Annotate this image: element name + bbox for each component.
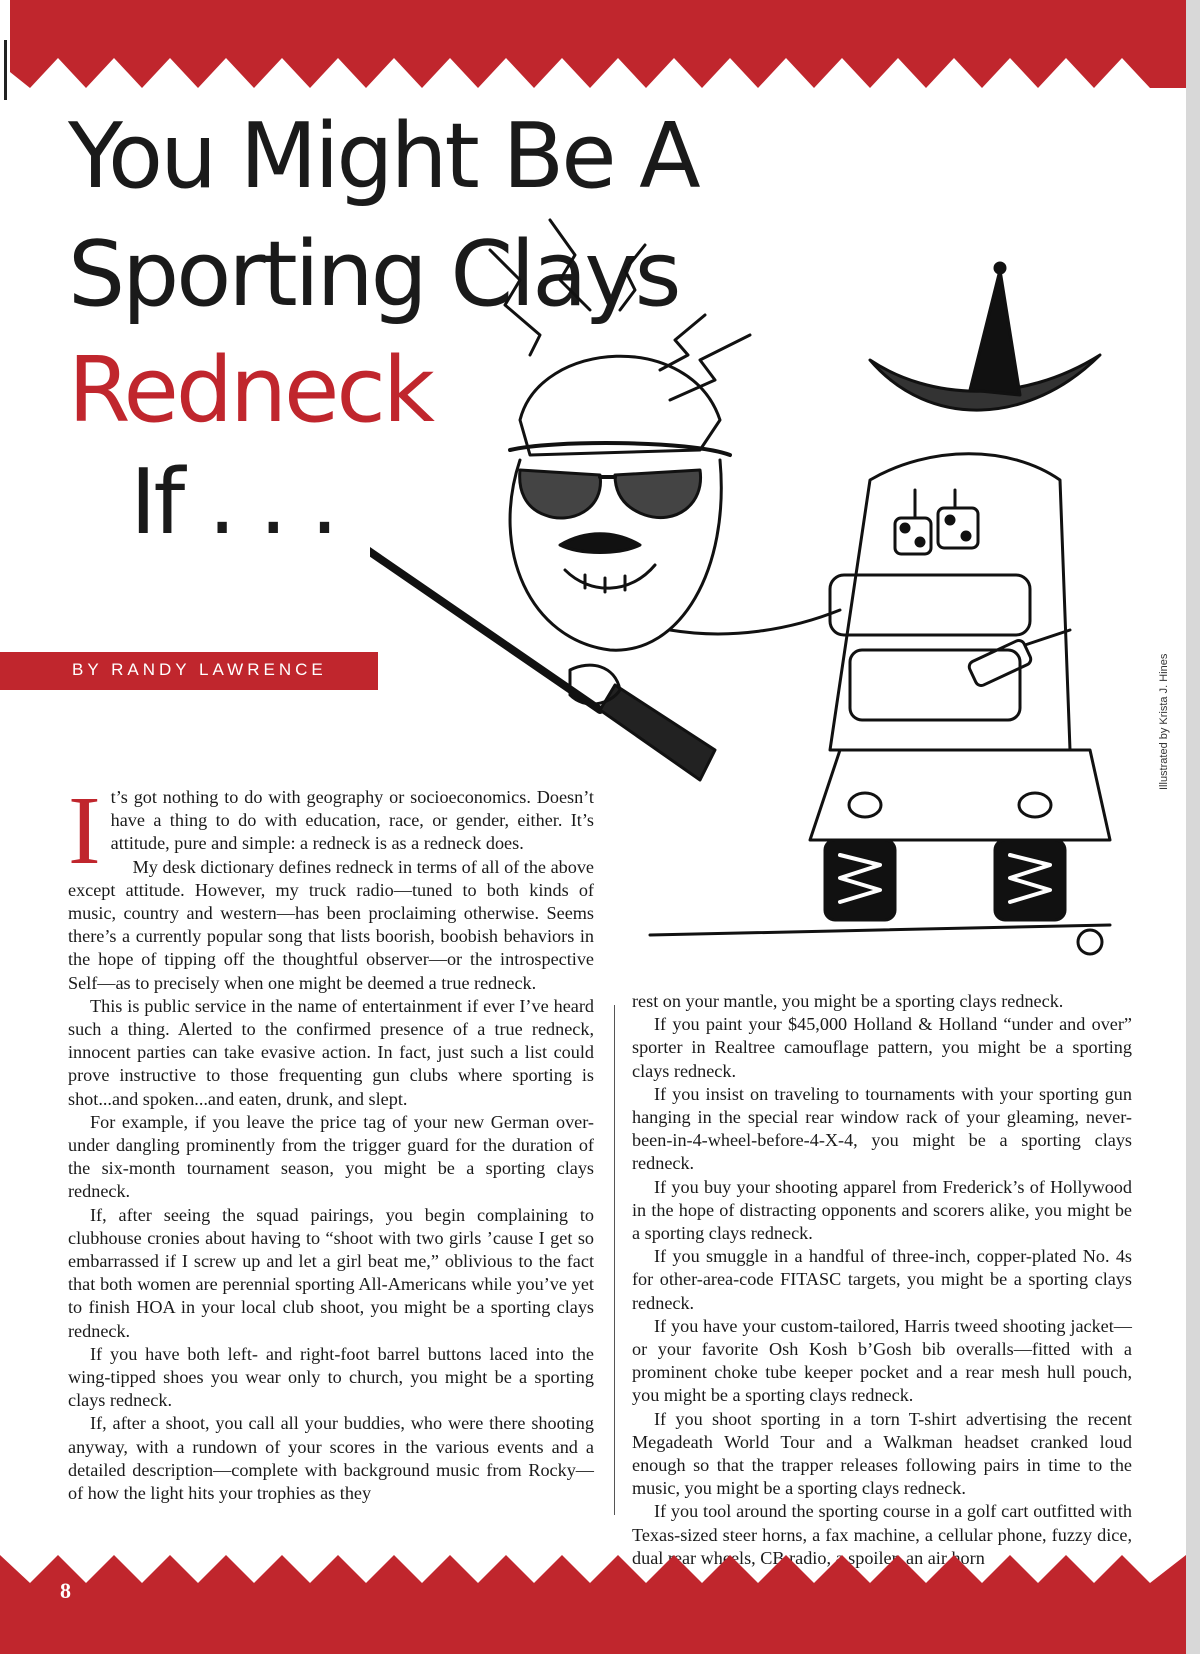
illustration-credit: Illustrated by Krista J. Hines [1158,653,1170,790]
article-paragraph: This is public service in the name of entertainment if ever I’ve heard such a thing. Alerted to the confirmed presence of a true redneck, innocent parties can take evasive action. In fact, just such a list could prove instructive to those frequenting gun clubs where sporting is shot...and spoken...and eaten, drunk, and slept. [68,995,594,1109]
byline: BY RANDY LAWRENCE [72,660,327,679]
title-line-3: Redneck [68,338,433,443]
article-paragraph: If you buy your shooting apparel from Frederick’s of Hollywood in the hope of distracting opponents and scorers alike, you might be a sporting clays redneck. [632,1176,1132,1244]
top-zigzag-band [0,0,1200,92]
article-paragraph: My desk dictionary defines redneck in terms of all of the above except attitude. However, my truck radio—tuned to both kinds of music, country and western—has been proclaiming otherwise. Seems there’s a currently popular song that lists boorish, boobish behaviors in the hope of tipping off the thoughtful observer—or the introspective Self—as to precisely when one might be deemed a true redneck. [68,856,594,993]
title-line-1: You Might Be A [68,104,698,209]
dropcap: I [68,777,101,885]
page-number: 8 [60,1578,71,1603]
article-paragraph: For example, if you leave the price tag of your new German over-under dangling prominently from the trigger guard for the duration of the six-month tournament season, you might be a sporting clays redneck. [68,1111,594,1202]
article-paragraph: If, after a shoot, you call all your buddies, who were there shooting anyway, with a rundown of your scores in the various events and a detailed description—complete with background music from Rocky—of how the light hits your trophies as they [68,1413,594,1504]
article-right-column [632,990,1132,1570]
article-left-column [68,777,594,1505]
article-paragraph: If, after seeing the squad pairings, you begin complaining to clubhouse cronies about having to “shoot with two girls ’cause I get so embarrassed if I screw up and let a girl beat me,” oblivious to the fact that both women are perennial sporting All-Americans while you’ve yet to finish HOA in your local club shoot, you might be a sporting clays redneck. [68,1204,594,1341]
page-edge [1186,0,1200,1654]
article-paragraph: If you have your custom-tailored, Harris tweed shooting jacket—or your favorite Osh Kosh b’Gosh bib overalls—fitted with a prominent choke tube keeper pocket and a rear mesh hull pouch, you might be a sporting clays redneck. [632,1315,1132,1406]
article-paragraph: rest on your mantle, you might be a sporting clays redneck. [632,991,1064,1011]
article-paragraph: If you have both left- and right-foot barrel buttons laced into the wing-tipped shoes you wear only to church, you might be a sporting clays redneck. [68,1343,594,1411]
bottom-zigzag-band [0,1555,1200,1654]
article-paragraph: If you smuggle in a handful of three-inch, copper-plated No. 4s for other-area-code FITASC targets, you might be a sporting clays redneck. [632,1246,1132,1313]
title-line-4: If . . . [130,450,336,555]
article-paragraph: It’s got nothing to do with geography or socioeconomics. Doesn’t have a thing to do with education, race, or gender, either. It’s attitude, pure and simple: a redneck is as a redneck does. [68,777,594,885]
title-line-2: Sporting Clays [68,222,679,327]
column-divider [614,1005,615,1515]
article-paragraph: If you paint your $45,000 Holland & Holland “under and over” sporter in Realtree camouflage pattern, you might be a sporting clays redneck. [632,1014,1132,1081]
article-paragraph: If you insist on traveling to tournaments with your sporting gun hanging in the special rear window rack of your gleaming, never-been-in-4-wheel-before-4-X-4, you might be a sporting clays redneck. [632,1083,1132,1174]
article-paragraph: If you shoot sporting in a torn T-shirt advertising the recent Megadeath World Tour and a Walkman headset cranked loud enough so that the trapper releases following pairs in time to the music, you might be a sporting clays redneck. [632,1408,1132,1499]
article-paragraph: If you tool around the sporting course in a golf cart outfitted with Texas-sized steer horns, a fax machine, a cellular phone, fuzzy dice, dual rear wheels, CB radio, a spoiler, an air horn [632,1501,1132,1568]
